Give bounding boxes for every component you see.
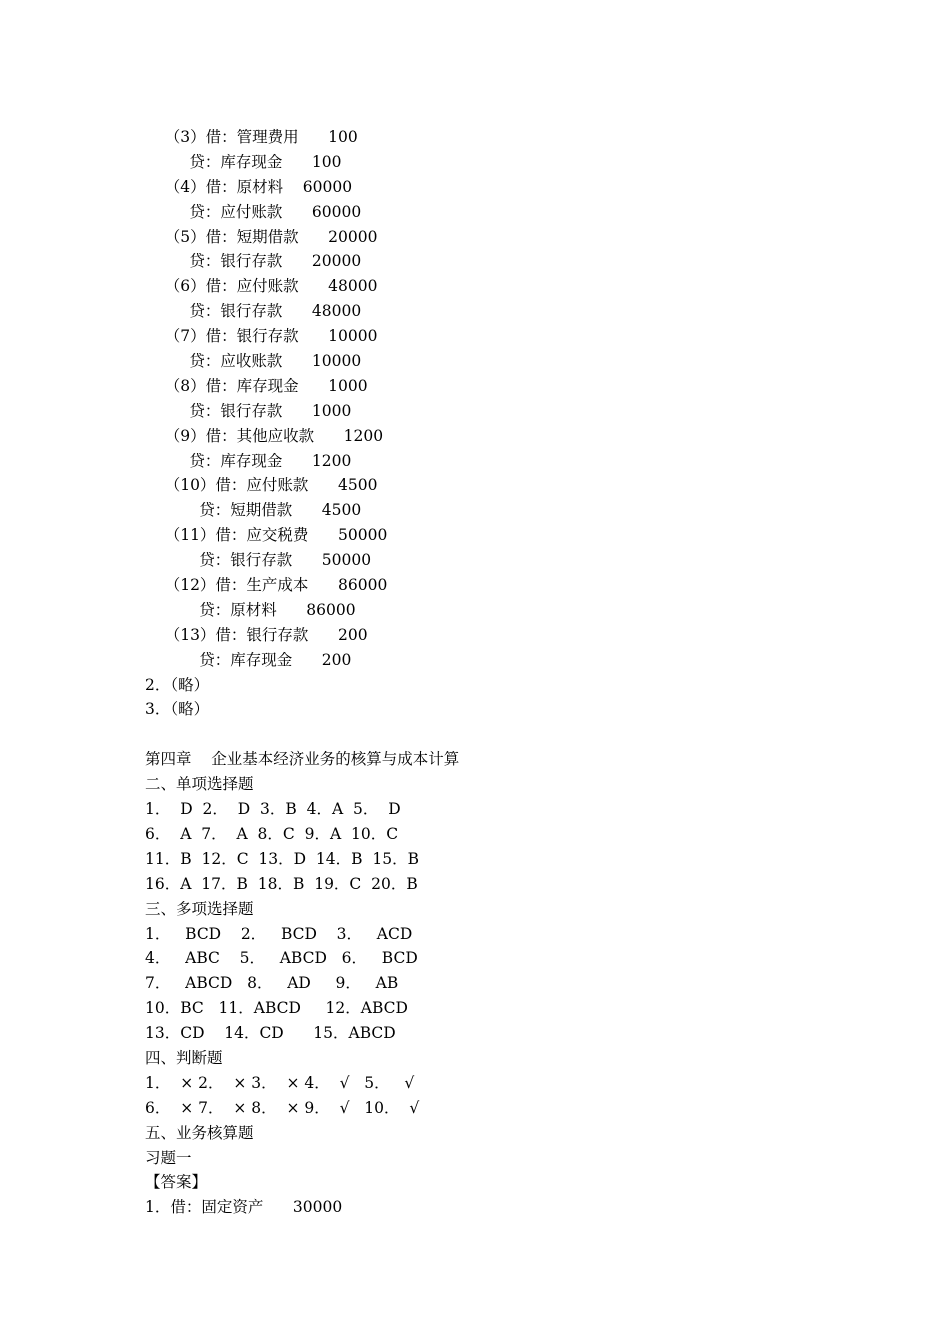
- text-line: 贷：应付账款 60000: [145, 202, 362, 221]
- text-line: 10．BC 11．ABCD 12．ABCD: [145, 999, 408, 1018]
- text-line: 贷：库存现金 100: [145, 152, 342, 171]
- text-line: 1． D 2． D 3．B 4．A 5． D: [145, 800, 401, 819]
- text-line: （9）借：其他应收款 1200: [145, 426, 384, 445]
- text-line: 7． ABCD 8． AD 9． AB: [145, 974, 399, 993]
- text-line: 2．（略）: [145, 675, 210, 694]
- text-line: 贷：库存现金 200: [145, 650, 352, 669]
- text-line: （8）借：库存现金 1000: [145, 376, 368, 395]
- text-line: 贷：银行存款 50000: [145, 551, 372, 570]
- text-line: 1． BCD 2． BCD 3． ACD: [145, 924, 413, 943]
- text-line: （11）借：应交税费 50000: [145, 526, 388, 545]
- text-line: 6． A 7． A 8．C 9．A 10．C: [145, 824, 399, 843]
- exercise-heading: 习题一: [145, 1148, 192, 1167]
- text-line: 贷：应收账款 10000: [145, 352, 362, 371]
- text-line: 13．CD 14．CD 15．ABCD: [145, 1024, 396, 1043]
- text-line: 6． × 7． × 8． × 9． √ 10． √: [145, 1098, 420, 1117]
- text-line: 贷：短期借款 4500: [145, 501, 362, 520]
- text-line: （10）借：应付账款 4500: [145, 476, 378, 495]
- text-line: 4． ABC 5． ABCD 6． BCD: [145, 949, 418, 968]
- text-line: 贷：银行存款 20000: [145, 252, 362, 271]
- text-line: 贷：原材料 86000: [145, 600, 356, 619]
- text-line: （3）借：管理费用 100: [145, 128, 358, 146]
- text-line: 1． × 2． × 3． × 4． √ 5． √: [145, 1073, 415, 1092]
- text-line: 16．A 17．B 18．B 19．C 20．B: [145, 874, 418, 893]
- text-line: （13）借：银行存款 200: [145, 625, 368, 644]
- chapter-heading: 第四章 企业基本经济业务的核算与成本计算: [145, 750, 460, 769]
- text-line: 贷：银行存款 48000: [145, 302, 362, 321]
- blank-line: [145, 722, 825, 747]
- text-line: （7）借：银行存款 10000: [145, 327, 378, 346]
- text-line: 3．（略）: [145, 700, 210, 719]
- text-line: 贷：库存现金 1200: [145, 451, 352, 470]
- text-line: 贷：银行存款 1000: [145, 401, 352, 420]
- section-heading: 四、判断题: [145, 1048, 223, 1067]
- text-line: 1．借：固定资产 30000: [145, 1198, 343, 1217]
- text-line: （12）借：生产成本 86000: [145, 576, 388, 595]
- document-body: [145, 125, 825, 1220]
- text-line: （4）借：原材料 60000: [145, 177, 353, 196]
- text-line: （6）借：应付账款 48000: [145, 277, 378, 296]
- text-line: （5）借：短期借款 20000: [145, 227, 378, 246]
- section-heading: 三、多项选择题: [145, 899, 254, 918]
- section-heading: 五、业务核算题: [145, 1123, 254, 1142]
- answer-label: 【答案】: [145, 1173, 208, 1192]
- section-heading: 二、单项选择题: [145, 775, 254, 794]
- text-line: 11．B 12．C 13．D 14．B 15．B: [145, 849, 419, 868]
